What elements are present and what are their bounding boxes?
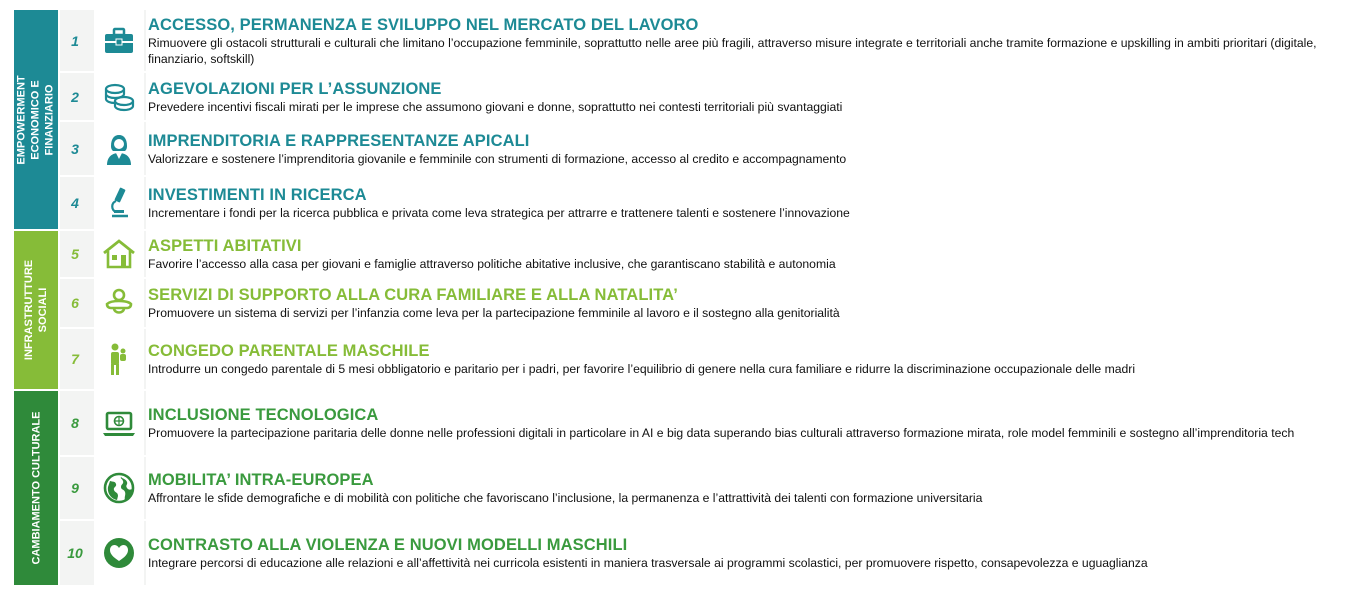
group-label-text: INFRASTRUTTURE SOCIALI <box>23 259 49 361</box>
row-text <box>146 279 1358 327</box>
list-item <box>60 10 1358 71</box>
row-description: Promuovere la partecipazione paritaria delle donne nelle professioni digitali in particolare in AI e big data superando bias culturali attraverso formazione mirata, role model femminili e sostegno all’imprenditoria tech <box>148 426 1295 440</box>
group-label-empowerment <box>14 10 58 229</box>
row-text <box>146 177 1358 229</box>
row-title: IMPRENDITORIA E RAPPRESENTANZE APICALI <box>148 131 530 150</box>
row-text <box>146 457 1358 519</box>
row-description: Affrontare le sfide demografiche e di mobilità con politiche che favoriscano l’inclusione, la permanenza e l’attrattività dei talenti con formazione universitaria <box>148 491 983 505</box>
row-description: Introdurre un congedo parentale di 5 mesi obbligatorio e paritario per i padri, per favorire l’equilibrio di genere nella cura familiare e ridurre la discriminazione occupazionale delle madri <box>148 362 1136 376</box>
row-text <box>146 391 1358 455</box>
group-label-infrastrutture <box>14 231 58 389</box>
row-description: Favorire l’accesso alla casa per giovani e famiglie attraverso politiche abitative inclusive, che garantiscano stabilità e autonomia <box>148 257 836 271</box>
group-label-text: EMPOWERMENT ECONOMICO E FINANZIARIO <box>16 74 57 165</box>
row-text <box>146 10 1358 71</box>
businesswoman-icon <box>94 122 144 175</box>
row-title: MOBILITA’ INTRA-EUROPEA <box>148 471 374 489</box>
group-empowerment <box>14 10 1358 229</box>
row-number: 8 <box>71 415 79 431</box>
row-description: Valorizzare e sostenere l’imprenditoria giovanile e femminile con strumenti di formazione, accesso al credito e accompagnamento <box>148 151 847 166</box>
row-number: 5 <box>71 246 79 262</box>
group-cambiamento <box>14 391 1358 585</box>
row-title: ACCESSO, PERMANENZA E SVILUPPO NEL MERCATO DEL LAVORO <box>148 15 699 34</box>
house-icon <box>94 231 144 277</box>
group-infrastrutture <box>14 231 1358 389</box>
row-number: 4 <box>71 195 79 211</box>
group-label-cambiamento <box>14 391 58 585</box>
row-number: 7 <box>71 351 79 367</box>
globe-icon <box>94 457 144 519</box>
row-number: 3 <box>71 140 79 157</box>
row-title: CONGEDO PARENTALE MASCHILE <box>148 342 430 360</box>
group-label-text: CAMBIAMENTO CULTURALE <box>30 411 42 565</box>
row-description: Integrare percorsi di educazione alle relazioni e all’affettività nei curricola esistenti in maniera trasversale ai programmi scolastici, per promuovere rispetto, consapevolezza e uguaglianza <box>148 556 1148 570</box>
row-description: Incrementare i fondi per la ricerca pubblica e privata come leva strategica per attrarre e trattenere talenti e sostenere l’innovazione <box>148 206 850 220</box>
father-child-icon <box>94 329 144 389</box>
list-item <box>60 231 1358 277</box>
list-item <box>60 391 1358 455</box>
row-text <box>146 521 1358 585</box>
list-item <box>60 73 1358 120</box>
row-number: 6 <box>71 295 79 311</box>
list-item <box>60 279 1358 327</box>
row-text <box>146 122 1358 175</box>
row-title: INVESTIMENTI IN RICERCA <box>148 186 367 204</box>
row-text <box>146 329 1358 389</box>
row-text <box>146 231 1358 277</box>
row-title: INCLUSIONE TECNOLOGICA <box>148 406 379 424</box>
row-number: 2 <box>71 88 79 105</box>
row-description: Rimuovere gli ostacoli strutturali e culturali che limitano l’occupazione femminile, soprattutto nelle aree più fragili, attraverso misure integrate e territoriali anche tramite formazione e upskilling in ambiti prioritari (digitale, finanziario, softskill) <box>148 35 1317 66</box>
row-title: ASPETTI ABITATIVI <box>148 237 302 255</box>
list-item <box>60 177 1358 229</box>
laptop-icon <box>94 391 144 455</box>
row-title: CONTRASTO ALLA VIOLENZA E NUOVI MODELLI MASCHILI <box>148 536 628 554</box>
list-item <box>60 329 1358 389</box>
coins-icon <box>94 73 144 120</box>
list-item <box>60 521 1358 585</box>
row-description: Promuovere un sistema di servizi per l’infanzia come leva per la partecipazione femminile al lavoro e il sostegno alla genitorialità <box>148 306 840 320</box>
list-item <box>60 122 1358 175</box>
row-title: AGEVOLAZIONI PER L’ASSUNZIONE <box>148 79 442 98</box>
row-number: 10 <box>67 545 83 561</box>
row-title: SERVIZI DI SUPPORTO ALLA CURA FAMILIARE E ALLA NATALITA’ <box>148 286 678 304</box>
briefcase-icon <box>94 10 144 71</box>
row-description: Prevedere incentivi fiscali mirati per le imprese che assumono giovani e donne, soprattutto nei contesti territoriali più svantaggiati <box>148 99 843 114</box>
microscope-icon <box>94 177 144 229</box>
row-text <box>146 73 1358 120</box>
row-number: 9 <box>71 480 79 496</box>
pacifier-icon <box>94 279 144 327</box>
list-item <box>60 457 1358 519</box>
heart-icon <box>94 521 144 585</box>
row-number: 1 <box>71 32 79 49</box>
